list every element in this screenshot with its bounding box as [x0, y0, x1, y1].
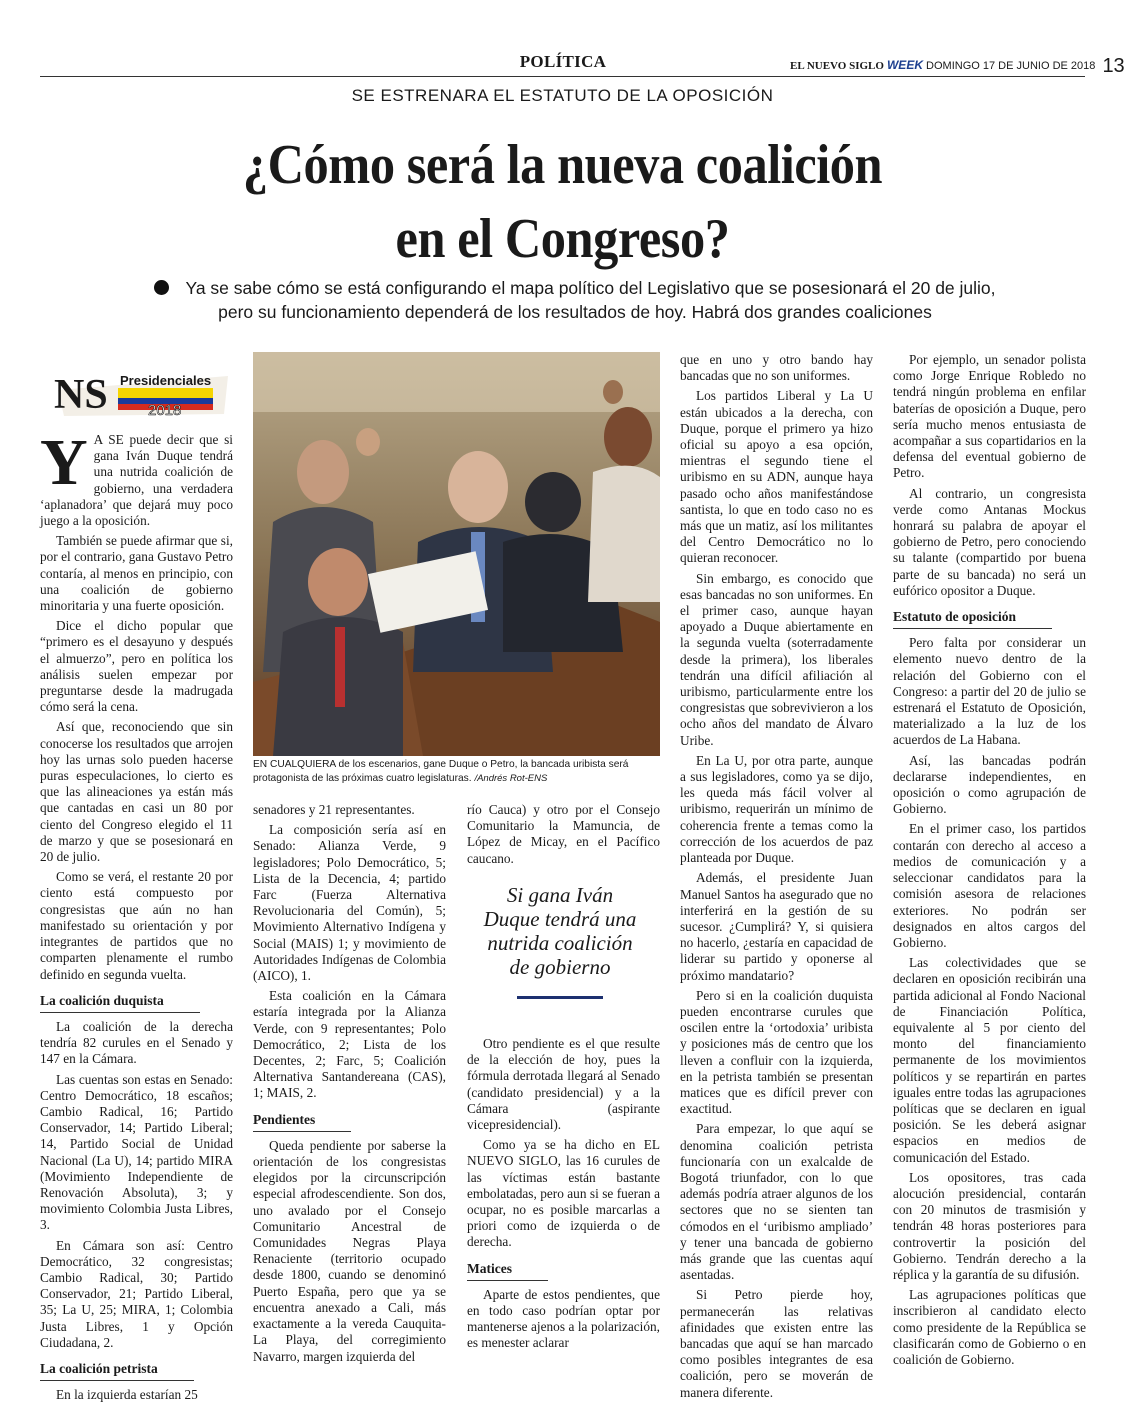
col4-p8: Si Petro pierde hoy, permanecerán las relativas afinidades que existen entre las bancadas que aquí se han marcado como posibles integrantes de esa coalición, pero se moverán de manera diferente. — [680, 1287, 873, 1400]
masthead — [790, 55, 1125, 78]
pull-quote-rule — [517, 996, 603, 999]
column-5 — [893, 352, 1086, 1372]
col1-p7: Las cuentas son estas en Senado: Centro Democrático, 18 escaños; Cambio Radical, 16; Partido Conservador, 14; Partido Liberal; 14, Partido Social de Unidad Nacional (La U), 14; partido MIRA (Movimiento Independiente de Renovación Absoluta), 3; y movimiento Colombia Justa Libres, 3. — [40, 1071, 233, 1233]
column-4 — [680, 352, 873, 1405]
col4-p4: En La U, por otra parte, aunque a sus legisladores, como ya se dijo, les queda más fácil volver al uribismo, requerirán un mínimo de coherencia frente a temas como la corrección de los acuerdos de paz planteada por Duque. — [680, 752, 873, 866]
headline-line-1: ¿Cómo será la nueva coalición — [242, 134, 883, 196]
col5-p2: Al contrario, un congresista verde como Antanas Mockus honrará su palabra de apoyar el gobierno de Petro, pero conociendo su talante (compartido por buena parte de su bancada) no será un eufórico opositor a Duque. — [893, 485, 1086, 598]
paper-name: EL NUEVO SIGLO — [790, 60, 884, 72]
deck-line-1: Ya se sabe cómo se está configurando el mapa político del Legislativo que se posesionará el 20 de julio, — [185, 278, 996, 298]
col5-p6: Las colectividades que se declaren en oposición recibirán una partida adicional al Fondo Nacional de Financiación Política, equivalente al 5 por ciento del monto del financiamiento permanente de los movimientos políticos y se repartirán en partes iguales entre todas las agrupaciones políticas que se declaren en igual posición. Se les deberá asignar espacios en medios de comunicación del Estado. — [893, 955, 1086, 1165]
presidenciales-logo — [48, 368, 233, 420]
col5-p8: Las agrupaciones políticas que inscribieron al candidato electo como presidente de la República se clasificarán como de Gobierno o en coalición de Gobierno. — [893, 1287, 1086, 1367]
subhead-estatuto-oposicion: Estatuto de oposición — [893, 609, 1052, 629]
col1-p3: Dice el dicho popular que “primero es el desayuno y después el almuerzo”, pero en política los análisis suelen empezar por preguntarse desde la madrugada cómo será la cena. — [40, 618, 233, 715]
col1-p5: Como se verá, el restante 20 por ciento está compuesto por congresistas que aún no han manifestado su orientación y por integrantes de partidos que no comparten plenamente el rumbo definido en segunda vuelta. — [40, 869, 233, 982]
col3-p2: Otro pendiente es el que resulte de la elección de hoy, pues la fórmula derrotada llegará al Senado (candidato presidencial) y a la Cámara (aspirante vicepresidencial). — [467, 1036, 660, 1133]
col5-p3: Pero falta por considerar un elemento nuevo dentro de la relación del Gobierno con el Congreso: a partir del 20 de julio se estrenará el Estatuto de Oposición, materializado a la luz de los acuerdos de La Habana. — [893, 635, 1086, 748]
deck — [100, 276, 1050, 324]
col2-p4: Queda pendiente por saberse la orientación de los congresistas elegidos por la circunscripción especial afrodescendiente. Son dos, uno avalado por el Consejo Comunitario Ancestral de Comunidades Negras Playa Renaciente (territorio ocupado desde 1800, cuando se denominó Puerto España, pero que ya se encuentra anexado a Cali, más exactamente a la vereda Cauquita-La Playa, del corregimiento Navarro, margen izquierda del — [253, 1137, 446, 1364]
col4-p1: que en uno y otro bando hay bancadas que no son uniformes. — [680, 352, 873, 384]
edition-label: WEEK — [886, 58, 923, 72]
col4-p5: Además, el presidente Juan Manuel Santos ha asegurado que no interferirá en la gestión de su sucesor. ¿Cumplirá? Y, si quisiera no hacerlo, ¿estaría en capacidad de liderar su partido y oponerse al próximo mandatario? — [680, 870, 873, 983]
col3-p4: Aparte de estos pendientes, que en todo caso podrían optar por mantenerse ajenos a la polarización, es menester aclarar — [467, 1286, 660, 1351]
col1-p9: En la izquierda estarían 25 — [56, 1387, 198, 1403]
col5-p5: En el primer caso, los partidos contarán con derecho al acceso a medios de comunicación y a seleccionar candidatos para la comisión asesora de relaciones exteriores. No podrán ser designados en altos cargos del Gobierno. — [893, 821, 1086, 950]
col1-p6: La coalición de la derecha tendría 82 curules en el Senado y 147 en la Cámara. — [40, 1018, 233, 1067]
column-1 — [40, 426, 233, 1407]
subhead-pendientes: Pendientes — [253, 1112, 351, 1132]
col4-p3: Sin embargo, es conocido que esas bancadas no son uniformes. En el primer caso, aunque hayan apoyado a Duque abiertamente en la segunda vuelta (soterradamente desde la primera), los liberales tendrán una difícil afiliación al uribismo, particularmente entre los congresistas que sobrevivieron a los ocho años del mandato de Álvaro Uribe. — [680, 570, 873, 748]
col1-p4: Así que, reconociendo que sin conocerse los resultados que arrojen hoy las urnas solo pueden hacerse puras especulaciones, lo cierto es que las alineaciones ya están más que cantadas en casi un 80 por ciento del Congreso elegido el 11 de marzo y que se posesionará en 20 de julio. — [40, 719, 233, 865]
col4-p7: Para empezar, lo que aquí se denomina coalición petrista funcionaría con un exalcalde de Bogotá triunfador, con lo que además podría atraer algunos de los sectores que no se sienten tan cómodos en el ‘uribismo ampliado’ y tener una bancada de gobierno más grande que las cuentas aquí asentadas. — [680, 1121, 873, 1283]
logo-label: Presidenciales — [120, 373, 212, 388]
col2-p1: senadores y 21 representantes. — [253, 802, 415, 817]
column-3-top — [467, 802, 660, 871]
col1-p8: En Cámara son así: Centro Democrático, 32 congresistas; Cambio Radical, 30; Partido Conservador, 21; Partido Liberal, 35; La U, 25; MIRA, 1; Colombia Justa Libres, 1 y Opción Ciudadana, 2. — [40, 1237, 233, 1350]
col1-p2: También se puede afirmar que si, por el contrario, gana Gustavo Petro contaría, al menos en principio, con una coalición de gobierno minoritaria y una fuerte oposición. — [40, 533, 233, 614]
photo-caption — [253, 758, 660, 786]
col4-p2: Los partidos Liberal y La U están ubicados a la derecha, con Duque, porque el primero ya hizo oficial su apoyo a esa opción, mientras el segundo tiene el uribismo en su ADN, aunque haya pasado ocho años manifestándose santista, lo que en todo caso no es más que un matiz, así los militantes del Centro Democrático no lo quieran reconocer. — [680, 388, 873, 566]
col5-p7: Los opositores, tras cada alocución presidencial, contarán con 20 minutos de trasmisión y tendrán 48 horas posteriores para controvertir la posición del Gobierno. Tendrán derecho a la réplica y la garantía de su difusión. — [893, 1169, 1086, 1282]
issue-date: DOMINGO 17 DE JUNIO DE 2018 — [926, 60, 1096, 72]
pull-quote: Si gana Iván Duque tendrá una nutrida coalición de gobierno — [483, 883, 637, 979]
headline-line-2: en el Congreso? — [395, 208, 730, 270]
logo-initials: NS — [54, 372, 108, 418]
congress-photo — [253, 352, 660, 756]
col3-p1: río Cauca) y otro por el Consejo Comunitario la Mamuncia, de López de Micay, en el Pacífico caucano. — [467, 802, 660, 866]
caption-text: EN CUALQUIERA de los escenarios, gane Duque o Petro, la bancada uribista será protagonista de las próximas cuatro legislaturas. — [253, 759, 629, 784]
section-label: POLÍTICA — [519, 52, 607, 71]
subhead-coalicion-petrista: La coalición petrista — [40, 1361, 194, 1381]
bullet-icon — [154, 280, 169, 295]
photo-credit: /Andrés Rot-ENS — [474, 773, 548, 784]
col5-p1: Por ejemplo, un senador polista como Jorge Enrique Robledo no tendrá ningún problema en enfilar baterías de oposición a Duque, pero sería mucho menos entusiasta de acompañar a sus copartidarios en la defensa del eventual gobierno de Petro. — [893, 352, 1086, 481]
headline — [110, 128, 1015, 276]
logo-year: 2018 — [148, 402, 182, 419]
col5-p4: Así, las bancadas podrán declararse independientes, en oposición o como agrupación de Gobierno. — [893, 752, 1086, 817]
subhead-matices: Matices — [467, 1261, 548, 1281]
subhead-coalicion-duquista: La coalición duquista — [40, 993, 200, 1013]
col2-p2: La composición sería así en Senado: Alianza Verde, 9 legisladores; Polo Democrático, 5; Lista de la Decencia, 4; partido Farc (Fuerza Alternativa Revolucionaria del Común), 5; Movimiento Alternativo Indígena y Social (MAIS) 1; y movimiento de Autoridades Indígenas de Colombia (AICO), 1. — [253, 822, 446, 984]
col3-p3: Como ya se ha dicho en EL NUEVO SIGLO, las 16 curules de las víctimas están bastante embolatadas, pero aun si se fueran a ocupar, no es posible marcarlas a priori como de izquierda o de derecha. — [467, 1137, 660, 1250]
deck-line-2: pero su funcionamiento dependerá de los resultados de hoy. Habrá dos grandes coaliciones — [218, 302, 932, 322]
col2-p3: Esta coalición en la Cámara estaría integrada por la Alianza Verde, con 9 representantes; Polo Democrático, 2; Lista de los Decentes, 2; Farc, 5; Coalición Alternativa Santandereana (CAS), 1; MAIS, 2. — [253, 988, 446, 1101]
col1-p1: A SE puede decir que si gana Iván Duque tendrá una nutrida coalición de gobierno, una verdadera ‘aplanadora’ que dejará muy poco juego a la oposición. — [40, 432, 233, 529]
page-number: 13 — [1102, 55, 1125, 77]
drop-cap: Y — [40, 426, 88, 499]
column-3 — [467, 1036, 660, 1356]
column-2 — [253, 802, 446, 1369]
kicker: SE ESTRENARA EL ESTATUTO DE LA OPOSICIÓN — [351, 86, 774, 105]
header-rule — [40, 76, 1085, 77]
col4-p6: Pero si en la coalición duquista pueden encontrarse curules que oscilen entre la ‘ortodoxia’ uribista y posiciones más de centro que los lleven a confluir con la izquierda, en la petrista también se presentan matices que es difícil prever con exactitud. — [680, 987, 873, 1117]
